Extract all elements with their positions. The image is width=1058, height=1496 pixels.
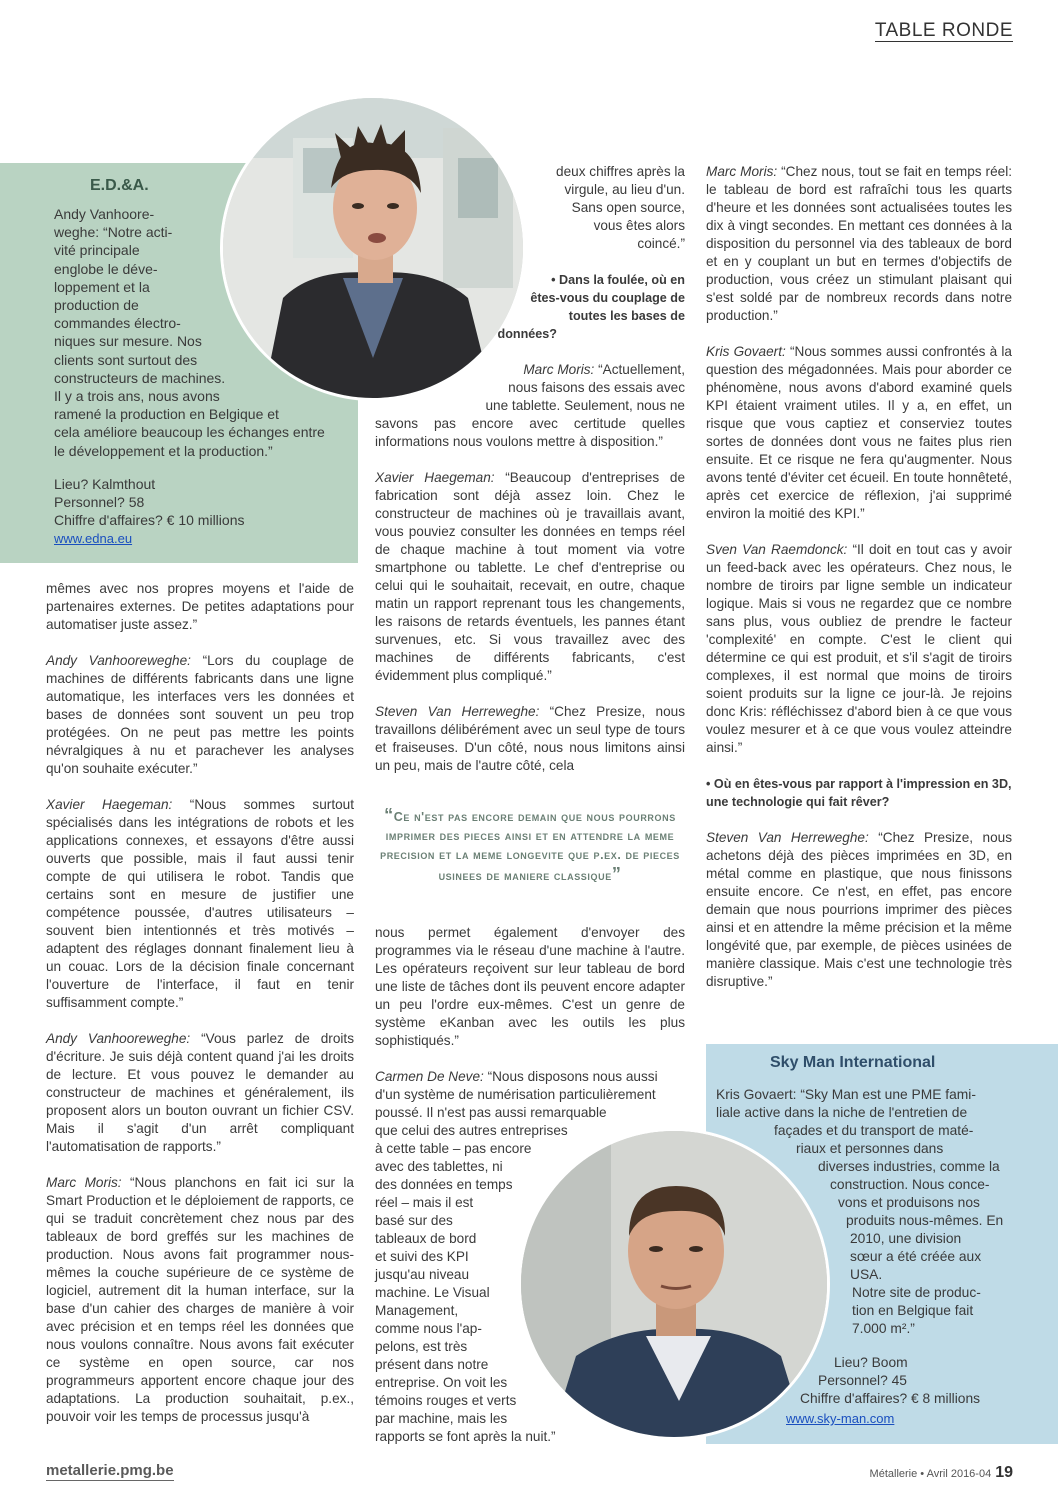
speaker-name: Sven Van Raemdonck: xyxy=(706,542,848,557)
speaker-name: Xavier Haegeman: xyxy=(46,797,173,812)
paragraph xyxy=(375,361,685,415)
quote-line: sœur a été créée aux xyxy=(850,1249,982,1264)
section-label: TABLE RONDE xyxy=(874,20,1013,41)
quote-line: le développement et la production.” xyxy=(54,442,273,459)
quote-line: façades et du transport de maté- xyxy=(774,1123,974,1138)
speaker-name: Andy Vanhooreweghe: xyxy=(46,653,191,668)
text-line: Sans open source, xyxy=(571,200,685,215)
paragraph: savons pas encore avec certitude quelles informations nous voulons mettre à disposition.” xyxy=(375,416,685,449)
quote-line: construction. Nous conce- xyxy=(830,1177,990,1192)
quote-line: ramené la production en Belgique et xyxy=(54,406,279,423)
paragraph xyxy=(533,163,685,253)
quote-line: constructeurs de machines. xyxy=(54,369,226,386)
quote-line: vons et produisons nos xyxy=(838,1195,980,1210)
text-line: • Dans la foulée, où en xyxy=(551,273,685,287)
pull-quote xyxy=(380,806,680,886)
paragraph xyxy=(375,469,685,685)
interview-question xyxy=(375,271,685,343)
paragraph-text: “Nous sommes aussi confrontés à la question des mégadonnées. Mais pour aborder ce phénomène, nous avons d'abord examiné quels KPI étaient vraiment utiles. Il y a, en effet, un risque que vous captiez et conserviez toutes sortes de données dont vous ne faites plus rien ensuite. Et ce risque ne fera qu'augmenter. Nous avons tenté d'éviter cet écueil. En toute honnêteté, après cet exercice de réflexion, j'ai supprimé environ la moitié des KPI.” xyxy=(706,344,1012,521)
fact-staff: Personnel? 58 xyxy=(54,494,145,510)
pull-quote-text: Ce n'est pas encore demain que nous pourrons imprimer des pieces ainsi et en attendre la meme precision et la meme longevite que p.ex. de pieces usinees de maniere classique xyxy=(380,810,680,883)
paragraph-text: “Beaucoup d'entreprises de fabrication sont déjà assez loin. Chez le constructeur de machines où je travaillais avant, vous pouviez consulter les données en temps réel de chaque machine à tout moment via votre smartphone ou tablette. Le chef d'entreprise ou celui qui le souhaitait, recevait, en outre, chaque matin un rapport reprenant tous les changements, les raisons de retards éventuels, les pannes étant survenues, etc. Si vous travaillez avec des machines de différents fabricants, c'est évidemment plus compliqué.” xyxy=(375,470,685,683)
text-line: des données en temps xyxy=(375,1177,513,1192)
quote-line: englobe le déve- xyxy=(54,260,158,277)
speaker-name: Xavier Haegeman: xyxy=(375,470,495,485)
paragraph-text: “Chez nous, tout se fait en temps réel: le tableau de bord est rafraîchi tous les quarts d'heure et les données sont actualisées toutes les dix à vingt secondes. En mettant ces données à la disposition du personnel via des tableaux de bord et en y couplant un but en termes d'objectifs de production, vous créez un stimulant plaisant qui s'est soldé par de nombreux records dans notre production.” xyxy=(706,164,1012,323)
quote-line: diverses industries, comme la xyxy=(818,1159,1000,1174)
article-column-1 xyxy=(46,580,354,1444)
fact-revenue: Chiffre d'affaires? € 8 millions xyxy=(800,1391,981,1406)
quote-line: commandes électro- xyxy=(54,315,181,332)
text-line: “Nous disposons nous aussi xyxy=(483,1069,658,1084)
text-line: nous faisons des essais avec xyxy=(508,380,685,395)
quote-line: Kris Govaert: “Sky Man est une PME fami- xyxy=(716,1087,976,1102)
fact-staff: Personnel? 45 xyxy=(818,1373,907,1388)
company-facts xyxy=(54,475,244,548)
text-line: que celui des autres entreprises xyxy=(375,1123,568,1138)
paragraph xyxy=(375,703,685,775)
text-line: toutes les bases de xyxy=(568,309,685,323)
open-quote-mark: “ xyxy=(384,805,394,825)
quote-line: cela améliore beaucoup les échanges entre xyxy=(54,424,325,441)
speaker-name: Marc Moris: xyxy=(706,164,778,179)
text-line: pelons, est très xyxy=(375,1339,468,1354)
text-line: virgule, au lieu d'un. xyxy=(564,182,685,197)
article-column-3 xyxy=(706,163,1012,1009)
text-line: à cette table – pas encore xyxy=(375,1141,532,1156)
paragraph xyxy=(46,652,354,778)
quote-line: Il y a trois ans, nous avons xyxy=(54,388,220,405)
footer-site-link[interactable]: metallerie.pmg.be xyxy=(46,1462,174,1479)
paragraph-text: “Il doit en tout cas y avoir un feed-back avec les opérateurs. Chez nous, le nombre de tiroirs par ligne semble un indicateur logique. Mais si vous ne regardez que ce nombre sans plus, vous oubliez de prendre le facteur 'complexité' en compte. C'est le client qui détermine ce qui est produit, et s'il s'agit de tiroirs complexes, il est normal que moins de tiroirs soient produits sur la ligne ce jour-là. Je rejoins donc Kris: réfléchissez d'abord bien à ce que vous voulez mesurer et à ce que vous voulez atteindre ainsi.” xyxy=(706,542,1012,755)
quote-line: Notre site de produc- xyxy=(852,1285,981,1300)
company-website-link[interactable]: www.edna.eu xyxy=(54,531,133,546)
speaker-name: Carmen De Neve: xyxy=(375,1069,484,1084)
quote-line: niques sur mesure. Nos xyxy=(54,333,202,350)
company-title: E.D.&A. xyxy=(90,177,149,194)
page-number: 19 xyxy=(995,1464,1013,1481)
speaker-name: Marc Moris: xyxy=(46,1175,122,1190)
speaker-photo-kris xyxy=(518,1128,830,1440)
quote-line: vité principale xyxy=(54,242,140,259)
paragraph xyxy=(706,343,1012,523)
paragraph-text: “Vous parlez de droits d'écriture. Je suis déjà content quand j'ai les droits de lecture. Et vous pouvez le demander au constructeur de machines et généralement, ils proposent alors un bouton ouvrant un fichier CSV. Mais il s'agit d'un arrêt compliquant l'automatisation de rapports.” xyxy=(46,1031,354,1154)
interview-question: • Où en êtes-vous par rapport à l'impression en 3D, une technologie qui fait rêver? xyxy=(706,777,1012,809)
paragraph: nous permet également d'envoyer des programmes via le réseau d'une machine à l'autre. Les opérateurs reçoivent sur leur tableau de bord une liste de tâches dont ils peuvent encore adapter un peu l'ordre eux-mêmes. C'est un genre de système eKanban avec les outils les plus sophistiqués.” xyxy=(375,925,685,1048)
text-line: “Actuellement, xyxy=(594,362,685,377)
speaker-name: Steven Van Herreweghe: xyxy=(706,830,869,845)
fact-location: Lieu? Kalmthout xyxy=(54,476,156,492)
paragraph xyxy=(706,541,1012,757)
text-line: par machine, mais les xyxy=(375,1411,508,1426)
paragraph-text: “Chez Presize, nous achetons déjà des pièces imprimées en 3D, en métal comme en plastique, que nous finissons ensuite encore. Ce n'est, en effet, pas encore demain que nous pourrions imprimer des pièces ainsi et en attendre la même précision et la même longévité que, par exemple, de pièces usinées de manière classique. Mais c'est une technologie très disruptive.” xyxy=(706,830,1012,989)
quote-line: 2010, une division xyxy=(850,1231,962,1246)
article-column-2 xyxy=(375,163,685,793)
text-line: comme nous l'ap- xyxy=(375,1321,482,1336)
paragraph: mêmes avec nos propres moyens et l'aide de partenaires externes. De petites adaptations pour automatiser juste assez.” xyxy=(46,581,354,632)
speaker-name: Steven Van Herreweghe: xyxy=(375,704,540,719)
text-line: rapports se font après la nuit.” xyxy=(375,1429,556,1444)
speaker-name: Kris Govaert: xyxy=(706,344,786,359)
text-line: machine. Le Visual xyxy=(375,1285,490,1300)
quote-line: clients sont surtout des xyxy=(54,351,198,368)
close-quote-mark: ” xyxy=(611,864,622,884)
fact-revenue: Chiffre d'affaires? € 10 millions xyxy=(54,512,245,528)
quote-line: USA. xyxy=(850,1267,883,1282)
paragraph xyxy=(46,1030,354,1156)
paragraph xyxy=(706,829,1012,991)
quote-line: 7.000 m².” xyxy=(852,1321,915,1336)
text-line: êtes-vous du couplage de xyxy=(530,291,685,305)
text-line: une tablette. Seulement, nous ne xyxy=(485,398,685,413)
quote-line: tion en Belgique fait xyxy=(852,1303,974,1318)
text-line: poussé. Il n'est pas aussi remarquable xyxy=(375,1105,607,1120)
quote-line: weghe: “Notre acti- xyxy=(54,224,173,241)
text-line: coincé.” xyxy=(637,236,685,251)
text-line: tableaux de bord xyxy=(375,1231,477,1246)
text-line: d'un système de numérisation particulièrement xyxy=(375,1087,656,1102)
paragraph-text: “Lors du couplage de machines de différents fabricants dans une ligne automatique, les interfaces vers les données et bases de données sont souvent un peu trop protégées. On ne peut pas mettre les points névralgiques à nu et parachever les analyses qu'on souhaite exécuter.” xyxy=(46,653,354,776)
text-line: témoins rouges et verts xyxy=(375,1393,517,1408)
speaker-name: Marc Moris: xyxy=(523,362,595,377)
speaker-name: Andy Vanhooreweghe: xyxy=(46,1031,191,1046)
text-line: Management, xyxy=(375,1303,459,1318)
text-line: entreprise. On voit les xyxy=(375,1375,508,1390)
text-line: présent dans notre xyxy=(375,1357,489,1372)
quote-line: produits nous-mêmes. En xyxy=(846,1213,1004,1228)
company-title: Sky Man International xyxy=(770,1054,936,1071)
fact-location: Lieu? Boom xyxy=(834,1355,908,1370)
paragraph xyxy=(706,163,1012,325)
text-line: et suivi des KPI xyxy=(375,1249,469,1264)
quote-line: liale active dans la niche de l'entretien de xyxy=(716,1105,968,1120)
quote-line: riaux et personnes dans xyxy=(796,1141,944,1156)
issue-label: Métallerie • Avril 2016-04 xyxy=(869,1468,992,1480)
text-line: basé sur des xyxy=(375,1213,453,1228)
text-line: données? xyxy=(497,327,557,341)
paragraph-text: “Nous sommes surtout spécialisés dans les intégrations de robots et les applications connexes, et essayons d'être aussi ouverts que possible, mais il faut aussi tenir compte de qui utilisera le robot. Tandis que certains sont en mesure de justifier une compétence poussée, d'autres utilisateurs – souvent bien intentionnés et très motivés – adaptent des réglages donnant finalement lieu à un couac. Lors de la décision finale concernant l'ouverture de l'interface, il faut en tenir suffisamment compte.” xyxy=(46,797,354,1010)
paragraph-text: “Chez Presize, nous travaillons délibérément avec un seul type de tours et fraiseuses. D'un côté, nous nous limitons ainsi un peu, mais de l'autre côté, cela xyxy=(375,704,685,773)
footer-issue xyxy=(870,1464,1013,1483)
text-line: deux chiffres après la xyxy=(556,164,685,179)
quote-line: Andy Vanhoore- xyxy=(54,206,155,222)
paragraph-text: “Nous planchons en fait ici sur la Smart Production et le déploiement de rapports, ce qui se traduit concrètement chez nous par des tableaux de bord greffés sur les machines de production. Nous avons fait programmer nous-mêmes la couche supérieure de ce système de logiciel, autrement dit la human interface, sur la base d'un cahier des charges de manière à voir avec précision et en temps réel les données que nous voulons connaître. Nous avons fait exécuter ce système en open source, car nos programmeurs apportent encore chaque jour des adaptations. La production souhaitait, p.ex., pouvoir voir les temps de processus jusqu'à xyxy=(46,1175,354,1424)
quote-line: loppement et la xyxy=(54,278,150,295)
text-line: avec des tablettes, ni xyxy=(375,1159,503,1174)
company-website-link[interactable]: www.sky-man.com xyxy=(786,1411,895,1426)
quote-line: production de xyxy=(54,297,139,314)
text-line: jusqu'au niveau xyxy=(375,1267,470,1282)
text-line: vous êtes alors xyxy=(593,218,685,233)
text-line: réel – mais il est xyxy=(375,1195,474,1210)
paragraph xyxy=(46,1174,354,1426)
paragraph xyxy=(46,796,354,1012)
